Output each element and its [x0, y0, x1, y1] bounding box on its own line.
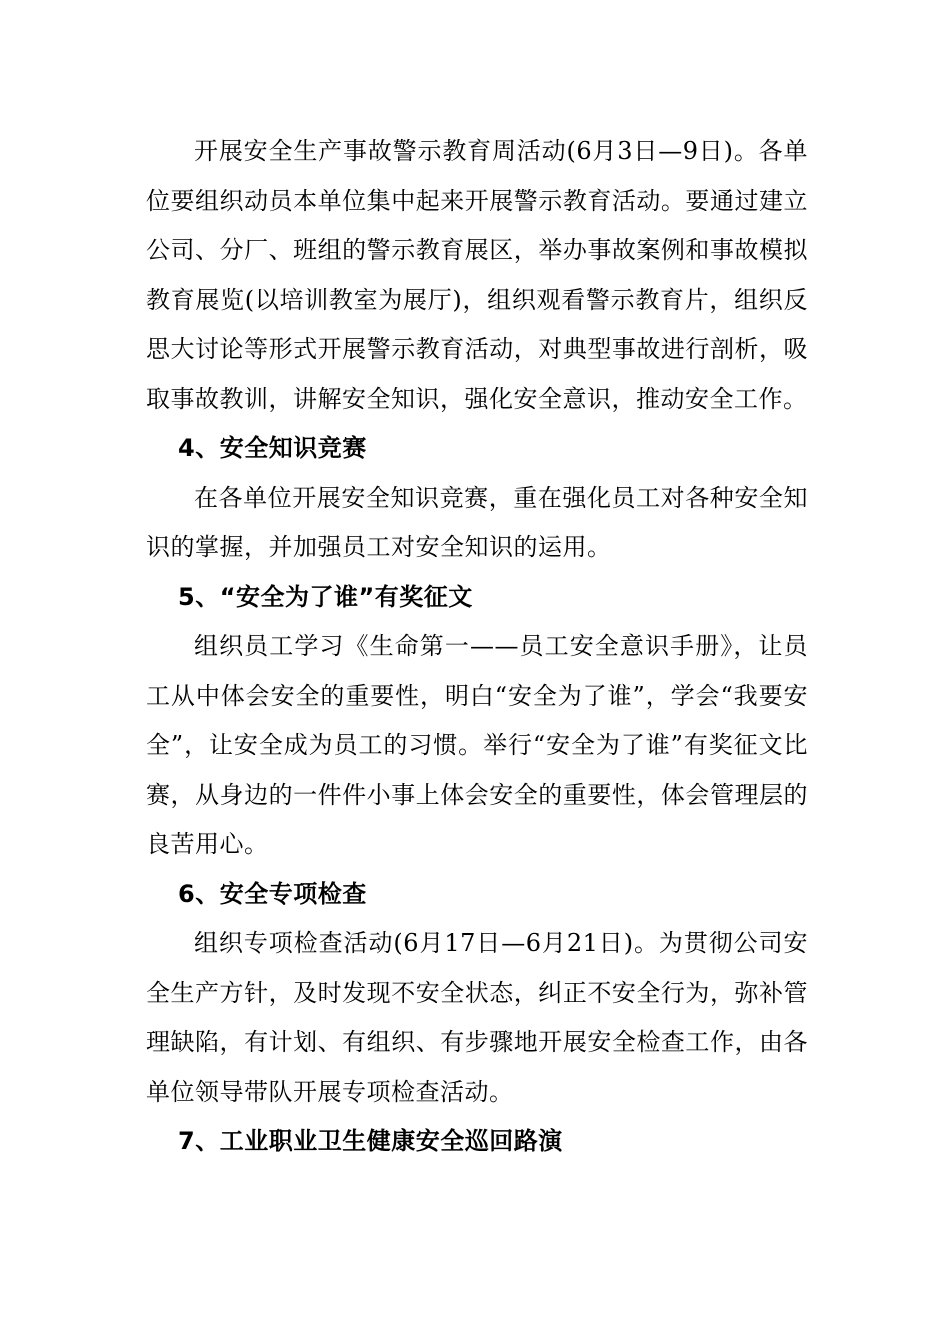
paragraph-essay-contest: 组织员工学习《生命第一——员工安全意识手册》，让员工从中体会安全的重要性，明白“安全为了谁”，学会“我要安全”，让安全成为员工的习惯。举行“安全为了谁”有奖征文比赛，从身边的一件件小事上体会安全的重要性，体会管理层的良苦用心。 [146, 632, 808, 858]
paragraph-warning-education-week: 开展安全生产事故警示教育周活动(6月3日—9日)。各单位要组织动员本单位集中起来开展警示教育活动。要通过建立公司、分厂、班组的警示教育展区，举办事故案例和事故模拟教育展览(以培训教室为展厅)，组织观看警示教育片，组织反思大讨论等形式开展警示教育活动，对典型事故进行剖析，吸取事故教训，讲解安全知识，强化安全意识，推动安全工作。 [146, 137, 808, 413]
paragraph-safety-knowledge-contest: 在各单位开展安全知识竞赛，重在强化员工对各种安全知识的掌握，并加强员工对安全知识的运用。 [146, 483, 808, 561]
heading-occupational-health-roadshow: 7、工业职业卫生健康安全巡回路演 [178, 1127, 563, 1155]
document-body [146, 127, 808, 1167]
heading-essay-contest: 5、“安全为了谁”有奖征文 [178, 582, 473, 611]
paragraph-special-inspection: 组织专项检查活动(6月17日—6月21日)。为贯彻公司安全生产方针，及时发现不安全状态，纠正不安全行为，弥补管理缺陷，有计划、有组织、有步骤地开展安全检查工作，由各单位领导带队开展专项检查活动。 [146, 929, 808, 1106]
heading-safety-knowledge-contest: 4、安全知识竞赛 [178, 434, 367, 462]
heading-special-inspection: 6、安全专项检查 [178, 879, 367, 908]
